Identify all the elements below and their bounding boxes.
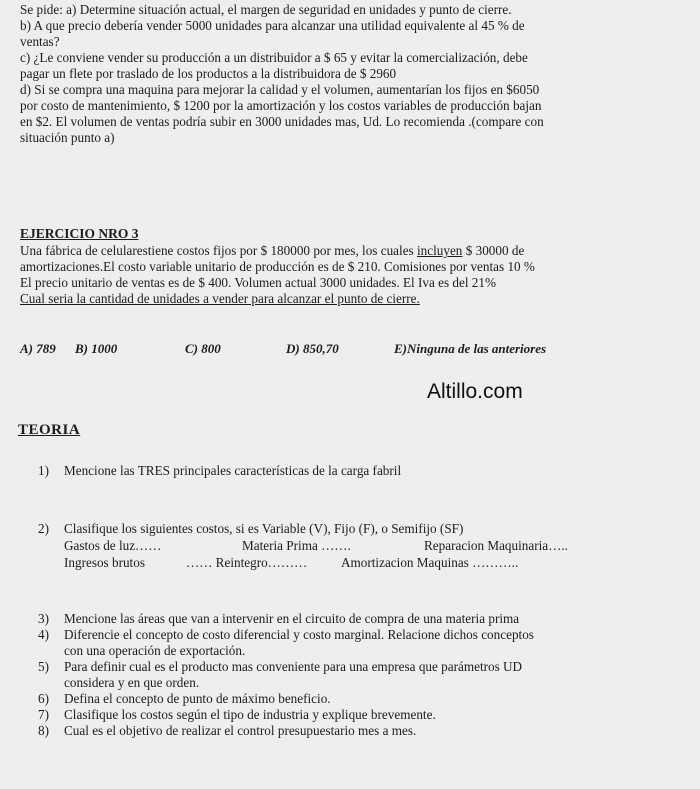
exercise-3-heading: EJERCICIO NRO 3 <box>20 226 139 241</box>
question-number: 3) <box>38 611 49 626</box>
option-b: B) 1000 <box>75 341 118 356</box>
question-line <box>20 291 686 307</box>
question-text: Cual seria la cantidad de unidades a vender para alcanzar el punto de cierre. <box>20 291 420 306</box>
question-text: Defina el concepto de punto de máximo beneficio. <box>64 691 331 706</box>
list-item <box>38 643 686 659</box>
option-e: E)Ninguna de las anteriores <box>394 341 547 356</box>
option-a: A) 789 <box>20 341 56 356</box>
text-fragment: Una fábrica de celularestiene costos fijos por $ 180000 por mes, los cuales <box>20 243 417 258</box>
text-line: c) ¿Le conviene vender su producción a un distribuidor a $ 65 y evitar la comercialización, debe <box>20 50 528 65</box>
question-text: con una operación de exportación. <box>64 643 246 658</box>
list-item <box>38 723 686 739</box>
list-item <box>38 707 686 723</box>
answer-options <box>20 341 686 359</box>
question-text: considera y en que orden. <box>64 675 200 690</box>
question-text: Clasifique los siguientes costos, si es Variable (V), Fijo (F), o Semifijo (SF) <box>64 521 464 536</box>
text-line: Se pide: a) Determine situación actual, el margen de seguridad en unidades y punto de cierre. <box>20 2 512 17</box>
text-line: El precio unitario de ventas es de $ 400. Volumen actual 3000 unidades. El Iva es del 21% <box>20 275 496 290</box>
underlined-word: incluyen <box>416 243 463 258</box>
text-line: b) A que precio debería vender 5000 unidades para alcanzar una utilidad equivalente al 45 % de <box>20 18 525 33</box>
question-text: Mencione las áreas que van a intervenir en el circuito de compra de una materia prima <box>64 611 520 626</box>
watermark-text: Altillo.com <box>427 380 523 403</box>
cost-item: Amortizacion Maquinas ……….. <box>341 555 519 570</box>
question-text: Diferencie el concepto de costo diferencial y costo marginal. Relacione dichos conceptos <box>64 627 534 642</box>
text-fragment: $ 30000 de <box>462 243 525 258</box>
text-line: en $2. El volumen de ventas podría subir en 3000 unidades mas, Ud. Lo recomienda .(compare con <box>20 114 544 129</box>
list-item <box>38 659 686 675</box>
option-d: D) 850,70 <box>286 341 339 356</box>
question-text: Mencione las TRES principales características de la carga fabril <box>64 463 402 478</box>
text-line: por costo de mantenimiento, $ 1200 por la amortización y los costos variables de producción bajan <box>20 98 542 113</box>
question-text: Cual es el objetivo de realizar el control presupuestario mes a mes. <box>64 723 417 738</box>
exercise-2-questions <box>20 2 686 146</box>
cost-item: Materia Prima ……. <box>242 538 351 553</box>
text-line: d) Si se compra una maquina para mejorar la calidad y el volumen, aumentarían los fijos en $6050 <box>20 82 540 97</box>
option-c: C) 800 <box>185 341 221 356</box>
list-item <box>38 627 686 643</box>
theory-questions-list <box>38 611 686 739</box>
text-line <box>20 243 686 259</box>
text-line: situación punto a) <box>20 130 115 145</box>
theory-question-2 <box>38 521 686 537</box>
question-number: 6) <box>38 691 49 706</box>
cost-item: …… Reintegro……… <box>186 555 308 570</box>
exercise-3-statement <box>20 243 686 307</box>
text-line: ventas? <box>20 34 60 49</box>
text-line: pagar un flete por traslado de los productos a la distribuidora de $ 2960 <box>20 66 397 81</box>
question-number: 7) <box>38 707 49 722</box>
question-number: 8) <box>38 723 49 738</box>
question-text: Para definir cual es el producto mas conveniente para una empresa que parámetros UD <box>64 659 523 674</box>
cost-item: Reparacion Maquinaria….. <box>424 538 568 553</box>
question-number: 2) <box>38 521 49 536</box>
question-number: 5) <box>38 659 49 674</box>
list-item <box>38 675 686 691</box>
theory-question-1 <box>38 463 686 479</box>
list-item <box>38 691 686 707</box>
list-item <box>38 611 686 627</box>
question-number: 1) <box>38 463 49 478</box>
cost-item: Ingresos brutos <box>64 555 145 570</box>
question-number: 4) <box>38 627 49 642</box>
cost-item: Gastos de luz…… <box>64 538 162 553</box>
question-text: Clasifique los costos según el tipo de industria y explique brevemente. <box>64 707 436 722</box>
teoria-heading: TEORIA <box>18 422 81 438</box>
text-line: amortizaciones.El costo variable unitario de producción es de $ 210. Comisiones por ventas 10 % <box>20 259 535 274</box>
